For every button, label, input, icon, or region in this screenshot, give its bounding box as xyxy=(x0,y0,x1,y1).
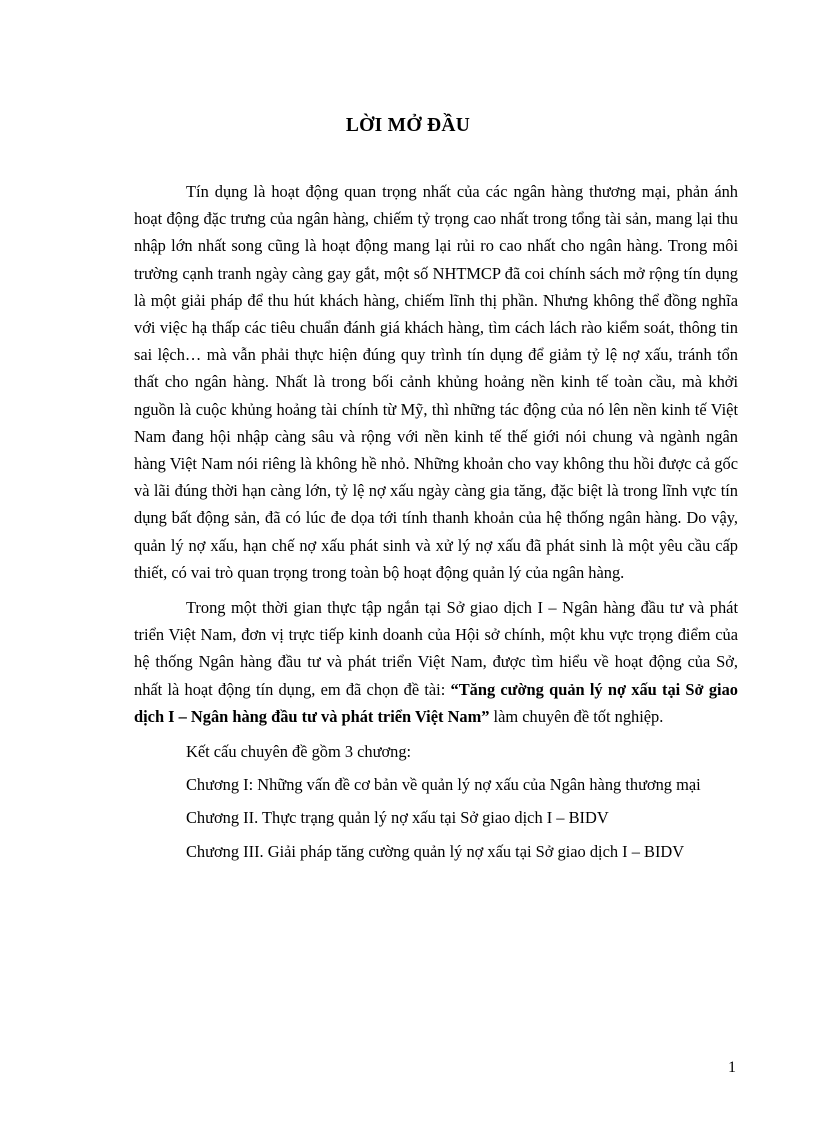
paragraph-topic-intro: Trong một thời gian thực tập ngắn tại Sở giao dịch I – Ngân hàng đầu tư và phát triển Việt Nam, đơn vị trực tiếp kinh doanh của Hội sở chính, một khu vực trọng điểm của hệ thống Ngân hàng đầu tư và phát triển Việt Nam, được tìm hiểu về hoạt động của Sở, nhất là hoạt động tín dụng, em đã chọn đề tài: xyxy=(134,598,738,699)
document-body xyxy=(134,178,738,871)
page-number: 1 xyxy=(728,1059,736,1076)
structure-intro: Kết cấu chuyên đề gồm 3 chương: xyxy=(186,742,412,762)
chapter-item-3: Chương III. Giải pháp tăng cường quản lý nợ xấu tại Sở giao dịch I – BIDV xyxy=(186,841,685,861)
chapter-item-2: Chương II. Thực trạng quản lý nợ xấu tại Sở giao dịch I – BIDV xyxy=(186,808,609,828)
paragraph-credit-overview: Tín dụng là hoạt động quan trọng nhất của các ngân hàng thương mại, phản ánh hoạt động đặc trưng của ngân hàng, chiếm tỷ trọng cao nhất trong tổng tài sản, mang lại thu nhập lớn nhất song cũng là hoạt động mang lại rủi ro cao nhất cho ngân hàng. Trong môi trường cạnh tranh ngày càng gay gắt, một số NHTMCP đã coi chính sách mở rộng tín dụng là một giải pháp để thu hút khách hàng, chiếm lĩnh thị phần. Nhưng không thể đồng nghĩa với việc hạ thấp các tiêu chuẩn đánh giá khách hàng, tìm cách lách rào kiểm soát, thông tin sai lệch… mà vẫn phải thực hiện đúng quy trình tín dụng để giảm tỷ lệ nợ xấu, tránh tổn thất cho ngân hàng. Nhất là trong bối cảnh khủng hoảng nền kinh tế toàn cầu, mà khởi nguồn là cuộc khủng hoảng tài chính từ Mỹ, thì những tác động của nó lên nền kinh tế Việt Nam đang hội nhập càng sâu và rộng với nền kinh tế thế giới nói chung và ngành ngân hàng Việt Nam nói riêng là không hề nhỏ. Những khoản cho vay không thu hồi được cả gốc và lãi đúng thời hạn càng lớn, tỷ lệ nợ xấu ngày càng gia tăng, đặc biệt là trong lĩnh vực tín dụng bất động sản, đã có lúc đe dọa tới tính thanh khoản của hệ thống ngân hàng. Do vậy, quản lý nợ xấu, hạn chế nợ xấu phát sinh và xử lý nợ xấu đã phát sinh là một yêu cầu cấp thiết, có vai trò quan trọng trong toàn bộ hoạt động quản lý của ngân hàng. xyxy=(134,182,738,582)
page-title: LỜI MỞ ĐẦU xyxy=(345,115,471,136)
thesis-topic-title: “Tăng cường quản lý nợ xấu tại Sở giao dịch I – Ngân hàng đầu tư và phát triển Việt Nam” xyxy=(134,679,738,726)
paragraph-topic-outro: làm chuyên đề tốt nghiệp. xyxy=(489,706,664,726)
chapter-item-1: Chương I: Những vấn đề cơ bản về quản lý nợ xấu của Ngân hàng thương mại xyxy=(186,775,701,795)
paragraph-topic-selection xyxy=(134,594,738,730)
